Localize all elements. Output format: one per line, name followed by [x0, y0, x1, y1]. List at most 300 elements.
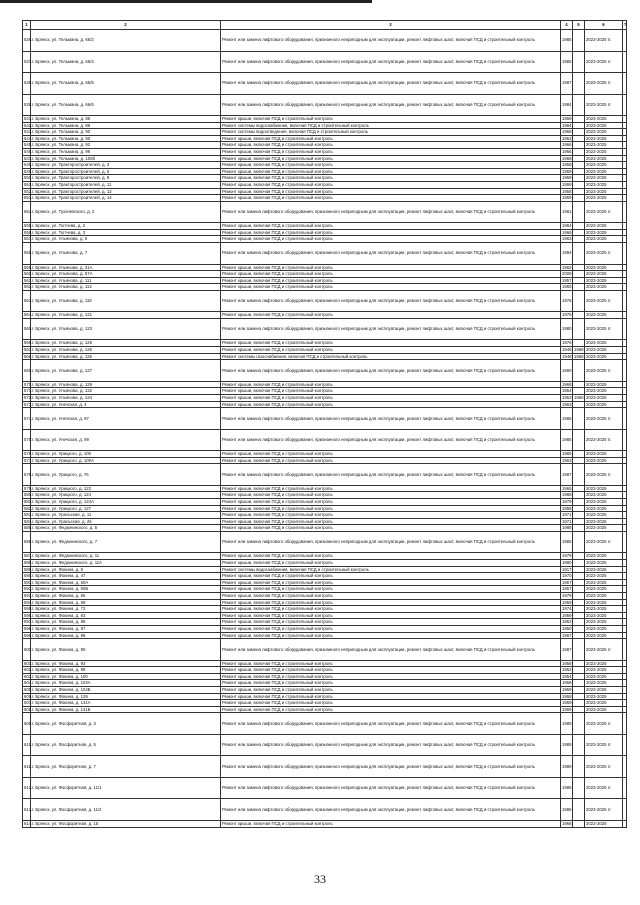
row-number-cell: 553. [24, 195, 33, 201]
year-renovated-cell [573, 693, 585, 700]
work-type-cell: Ремонт крыши, включая ПСД и строительный контроль [221, 632, 561, 639]
address-cell: г. Брянск, ул. Фокина, д. 66 [31, 593, 221, 600]
year-renovated-cell [573, 451, 585, 458]
address-cell: г. Брянск, ул. Тельмана, д. 66/5 [31, 73, 221, 95]
address-cell: г. Брянск, ул. Тракторостроителей, д. 6 [31, 168, 221, 175]
year-renovated-cell [573, 30, 585, 52]
row-number-cell: 565. [23, 318, 31, 340]
year-renovated-cell [573, 388, 585, 395]
address-cell: г. Брянск, ул. Ульянова, д. 132 [31, 388, 221, 395]
work-type-cell: Ремонт или замена лифтового оборудования, признанного непригодным для эксплуатации, ремонт лифтовых шахт, включая ПСД и строительный контроль [221, 639, 561, 661]
period-cell: 2023-2025 [585, 347, 623, 354]
row-number-cell: 561. [24, 277, 33, 283]
year-built-cell: 1958 [562, 660, 572, 666]
work-type-cell: Ремонт крыши, включая ПСД и строительный контроль [221, 606, 561, 613]
year-built-cell: 1986 [561, 799, 573, 821]
empty-cell [623, 756, 627, 778]
year-built-cell: 1958 [562, 505, 572, 511]
empty-cell [623, 148, 627, 155]
row-number-cell: 559. [24, 264, 33, 270]
table-row [23, 667, 627, 674]
row-number-cell: 576. [24, 451, 33, 457]
table-row [23, 553, 627, 560]
year-built-cell: 1970 [562, 573, 572, 579]
year-renovated-cell [573, 73, 585, 95]
empty-cell [623, 586, 627, 593]
table-row [23, 429, 627, 451]
work-type-cell: Ремонт крыши, включая ПСД и строительный контроль [221, 660, 561, 667]
year-built-cell: 1987 [561, 73, 573, 95]
year-renovated-cell [573, 116, 585, 123]
row-number-cell: 570. [24, 381, 33, 387]
empty-cell [623, 632, 627, 639]
work-type-cell: Ремонт крыши, включая ПСД и строительный контроль [221, 394, 561, 401]
table-row [23, 201, 627, 223]
row-number-cell: 536. [23, 30, 31, 52]
header-row [23, 21, 627, 30]
address-cell: г. Брянск, ул. Урицкого, д. 127 [31, 505, 221, 512]
address-cell: г. Брянск, ул. Фокина, д. 100 [31, 673, 221, 680]
period-cell: 2023-2025 гг. [585, 73, 623, 95]
header-cell: 3 [221, 21, 561, 30]
table-row [23, 660, 627, 667]
work-type-cell: Ремонт крыши, включая ПСД и строительный контроль [221, 284, 561, 291]
address-cell: г. Брянск, ул. Фосфоритная, д. 5 [31, 734, 221, 756]
empty-cell [623, 512, 627, 519]
table-row [23, 560, 627, 567]
work-type-cell: Ремонт крыши, включая ПСД и строительный контроль [221, 116, 561, 123]
table-row [23, 525, 627, 532]
table-row [23, 347, 627, 354]
empty-cell [623, 175, 627, 182]
empty-cell [623, 394, 627, 401]
address-cell: г. Брянск, ул. Унечская, д. 97 [31, 408, 221, 430]
empty-cell [623, 505, 627, 512]
table-row [23, 30, 627, 52]
year-built-cell: 1948 [562, 347, 572, 353]
year-renovated-cell [573, 579, 585, 586]
work-type-cell: Ремонт или замена лифтового оборудования, признанного непригодным для эксплуатации, ремонт лифтовых шахт, включая ПСД и строительный контроль [221, 429, 561, 451]
year-renovated-cell [573, 518, 585, 525]
year-built-cell: 1985 [561, 30, 573, 52]
address-cell: г. Брянск, ул. Ульянова, д. 111 [31, 277, 221, 284]
address-cell: г. Брянск, ул. Урицкого, д. 100А [31, 457, 221, 464]
table-row [23, 626, 627, 633]
year-built-cell: 1958 [562, 693, 572, 699]
period-cell: 2023-2025 гг. [585, 713, 623, 735]
empty-cell [623, 693, 627, 700]
year-built-cell: 1976 [562, 312, 572, 318]
period-cell: 2023-2025 [585, 573, 623, 580]
work-type-cell: Ремонт крыши, включая ПСД и строительный контроль [221, 626, 561, 633]
empty-cell [623, 340, 627, 347]
address-cell: г. Брянск, ул. Фокина, д. 141Б [31, 706, 221, 713]
year-renovated-cell [573, 195, 585, 202]
row-number-cell: 541. [24, 116, 33, 121]
year-renovated-cell [573, 505, 585, 512]
work-type-cell: Ремонт или замена лифтового оборудования, признанного непригодным для эксплуатации, ремонт лифтовых шахт, включая ПСД и строительный контроль [221, 360, 561, 382]
address-cell: г. Брянск, ул. Фосфоритная, д. 11/2 [31, 799, 221, 821]
address-cell: г. Брянск, ул. Уральская, д. 11 [31, 512, 221, 519]
table-row [23, 566, 627, 573]
work-type-cell: Ремонт или замена лифтового оборудования, признанного непригодным для эксплуатации, ремонт лифтовых шахт, включая ПСД и строительный контроль [221, 734, 561, 756]
year-renovated-cell [573, 713, 585, 735]
address-cell: г. Брянск, ул. Урицкого, д. 122 [31, 485, 221, 492]
table-row [23, 401, 627, 408]
period-cell: 2023-2025 [585, 129, 623, 136]
table-row [23, 632, 627, 639]
empty-cell [623, 264, 627, 271]
table-row [23, 457, 627, 464]
empty-cell [623, 277, 627, 284]
address-cell: г. Брянск, ул. Ульянова, д. 113 [31, 284, 221, 291]
empty-cell [623, 599, 627, 606]
empty-cell [623, 122, 627, 129]
year-built-cell: 1962 [562, 619, 572, 625]
period-cell: 2023-2025 гг. [585, 408, 623, 430]
empty-cell [623, 518, 627, 525]
work-type-cell: Ремонт крыши, включая ПСД и строительный контроль [221, 451, 561, 458]
period-cell: 2023-2025 [585, 229, 623, 236]
table-row [23, 175, 627, 182]
empty-cell [623, 223, 627, 230]
table-row [23, 777, 627, 799]
period-cell: 2023-2025 [585, 667, 623, 674]
row-number-cell: 550. [24, 175, 33, 181]
row-number-cell: 584. [24, 518, 33, 524]
work-type-cell: Ремонт или замена лифтового оборудования, признанного непригодным для эксплуатации, ремонт лифтовых шахт, включая ПСД и строительный контроль [221, 94, 561, 116]
table-row [23, 505, 627, 512]
row-number-cell: 562. [24, 284, 33, 290]
row-number-cell: 572. [24, 394, 33, 400]
address-cell: г. Брянск, ул. Фокина, д. 129 [31, 693, 221, 700]
table-row [23, 492, 627, 499]
period-cell: 2023-2025 [585, 492, 623, 499]
year-renovated-cell [573, 485, 585, 492]
work-type-cell: Ремонт или замена лифтового оборудования, признанного непригодным для эксплуатации, ремонт лифтовых шахт, включая ПСД и строительный контроль [221, 73, 561, 95]
address-cell: г. Брянск, ул. Унечская, д. 99 [31, 429, 221, 451]
period-cell: 2023-2025 [585, 553, 623, 560]
year-renovated-cell [573, 142, 585, 149]
work-type-cell: Ремонт или замена лифтового оборудования, признанного непригодным для эксплуатации, ремонт лифтовых шахт, включая ПСД и строительный контроль [221, 290, 561, 312]
work-type-cell: Ремонт крыши, включая ПСД и строительный контроль [221, 619, 561, 626]
work-type-cell: Ремонт крыши, включая ПСД и строительный контроль [221, 347, 561, 354]
address-cell: г. Брянск, ул. Ульянова, д. 119 [31, 290, 221, 312]
period-cell: 2023-2025 [585, 353, 623, 360]
row-number-cell: 538. [23, 73, 31, 95]
work-type-cell: Ремонт крыши, включая ПСД и строительный контроль [221, 175, 561, 182]
year-renovated-cell [573, 820, 585, 827]
table-row [23, 284, 627, 291]
period-cell: 2023-2025 [585, 612, 623, 619]
table-row [23, 223, 627, 230]
work-type-cell: Ремонт крыши, включая ПСД и строительный контроль [221, 168, 561, 175]
year-built-cell: 2008 [562, 271, 572, 277]
address-cell: г. Брянск, ул. Фокина, д. 89 [31, 632, 221, 639]
empty-cell [623, 499, 627, 506]
period-cell: 2023-2025 [585, 706, 623, 713]
header-cell: 6 [585, 21, 623, 30]
year-built-cell: 1959 [562, 687, 572, 693]
address-cell: г. Брянск, ул. Ульянова, д. 7 [31, 243, 221, 265]
address-cell: г. Брянск, ул. Ульянова, д. 31А [31, 264, 221, 271]
row-number-cell: 567. [24, 347, 33, 353]
period-cell: 2023-2025 [585, 693, 623, 700]
address-cell: г. Брянск, ул. Тельмана, д. 90 [31, 129, 221, 136]
period-cell: 2023-2025 гг. [585, 777, 623, 799]
period-cell: 2023-2025 [585, 175, 623, 182]
address-cell: г. Брянск, ул. Тракторостроителей, д. 8 [31, 175, 221, 182]
row-number-cell: 569. [23, 360, 31, 382]
work-type-cell: Ремонт системы водоснабжения, включая ПСД и строительный контроль [221, 122, 561, 129]
work-type-cell: Ремонт крыши, включая ПСД и строительный контроль [221, 706, 561, 713]
address-cell: г. Брянск, ул. Ульянова, д. 5 [31, 236, 221, 243]
address-cell: г. Брянск, ул. Ульянова, д. 127 [31, 360, 221, 382]
year-built-cell: 1958 [562, 175, 572, 181]
address-cell: г. Брянск, ул. Тельмана, д. 66/6 [31, 94, 221, 116]
address-cell: г. Брянск, ул. Урицкого, д. 76 [31, 464, 221, 486]
year-built-cell: 1969 [562, 116, 572, 121]
row-number-cell: 581. [24, 499, 33, 504]
year-built-cell: 1959 [562, 195, 572, 201]
year-renovated-cell [573, 264, 585, 271]
empty-cell [623, 531, 627, 553]
address-cell: г. Брянск, ул. Фокина, д. 60А [31, 579, 221, 586]
year-built-cell: 1981 [561, 201, 573, 223]
period-cell: 2023-2025 [585, 394, 623, 401]
empty-cell [623, 360, 627, 382]
table-row [23, 236, 627, 243]
address-cell: г. Брянск, ул. Фокина, д. 72 [31, 606, 221, 613]
period-cell: 2023-2025 [585, 340, 623, 347]
header-cell: 7 [623, 21, 627, 30]
year-renovated-cell [573, 632, 585, 639]
row-number-cell: 609. [23, 713, 31, 735]
table-row [23, 673, 627, 680]
work-type-cell: Ремонт или замена лифтового оборудования, признанного непригодным для эксплуатации, ремонт лифтовых шахт, включая ПСД и строительный контроль [221, 201, 561, 223]
year-renovated-cell [573, 756, 585, 778]
year-renovated-cell [573, 626, 585, 633]
work-type-cell: Ремонт крыши, включая ПСД и строительный контроль [221, 148, 561, 155]
year-built-cell: 1986 [561, 777, 573, 799]
table-row [23, 116, 627, 123]
work-type-cell: Ремонт крыши, включая ПСД и строительный контроль [221, 401, 561, 408]
work-type-cell: Ремонт крыши, включая ПСД и строительный контроль [221, 586, 561, 593]
address-cell: г. Брянск, ул. Фосфоритная, д. 3 [31, 713, 221, 735]
table-row [23, 360, 627, 382]
year-renovated-cell [573, 229, 585, 236]
year-built-cell: 1987 [561, 639, 573, 661]
row-number-cell: 552. [24, 188, 33, 194]
year-built-cell: 1988 [562, 525, 572, 531]
year-renovated-cell [573, 243, 585, 265]
year-built-cell: 1994 [561, 243, 573, 265]
work-type-cell: Ремонт крыши, включая ПСД и строительный контроль [221, 388, 561, 395]
work-type-cell: Ремонт крыши, включая ПСД и строительный контроль [221, 512, 561, 519]
year-renovated-cell [573, 408, 585, 430]
empty-cell [623, 706, 627, 713]
period-cell: 2023-2025 гг. [585, 734, 623, 756]
year-built-cell: 1979 [562, 499, 572, 504]
year-renovated-cell [573, 271, 585, 278]
work-type-cell: Ремонт крыши, включая ПСД и строительный контроль [221, 155, 561, 162]
table-row [23, 122, 627, 129]
empty-cell [623, 229, 627, 236]
work-type-cell: Ремонт или замена лифтового оборудования, признанного непригодным для эксплуатации, ремонт лифтовых шахт, включая ПСД и строительный контроль [221, 777, 561, 799]
year-renovated-cell [573, 619, 585, 626]
table-row [23, 687, 627, 694]
empty-cell [623, 195, 627, 202]
row-number-cell: 579. [24, 485, 33, 491]
year-renovated-cell [573, 129, 585, 136]
table-row [23, 593, 627, 600]
empty-cell [623, 820, 627, 827]
period-cell: 2023-2025 гг. [585, 799, 623, 821]
work-type-cell: Ремонт или замена лифтового оборудования, признанного непригодным для эксплуатации, ремонт лифтовых шахт, включая ПСД и строительный контроль [221, 713, 561, 735]
empty-cell [623, 799, 627, 821]
empty-cell [623, 700, 627, 707]
table-row [23, 229, 627, 236]
period-cell: 2023-2025 [585, 606, 623, 613]
row-number-cell: 595. [24, 606, 33, 612]
address-cell: г. Брянск, ул. Фокина, д. 90 [31, 639, 221, 661]
table-row [23, 388, 627, 395]
year-built-cell: 1985 [561, 429, 573, 451]
table-row [23, 353, 627, 360]
period-cell: 2023-2025 [585, 673, 623, 680]
year-built-cell: 1968 [562, 492, 572, 498]
address-cell: г. Брянск, ул. Ульянова, д. 129 [31, 381, 221, 388]
empty-cell [623, 243, 627, 265]
work-type-cell: Ремонт крыши, включая ПСД и строительный контроль [221, 667, 561, 674]
empty-cell [623, 660, 627, 667]
row-number-cell: 574. [23, 408, 31, 430]
row-number-cell: 604. [24, 680, 33, 686]
table-row [23, 181, 627, 188]
year-renovated-cell [573, 122, 585, 129]
empty-cell [623, 94, 627, 116]
year-renovated-cell [573, 168, 585, 175]
year-renovated-cell [573, 277, 585, 284]
period-cell: 2023-2025 [585, 505, 623, 512]
empty-cell [623, 353, 627, 360]
top-rule [0, 0, 372, 3]
period-cell: 2023-2025 [585, 116, 623, 123]
period-cell: 2023-2025 [585, 284, 623, 291]
empty-cell [623, 606, 627, 613]
period-cell: 2023-2025 [585, 632, 623, 639]
period-cell: 2023-2025 [585, 135, 623, 142]
row-number-cell: 560. [24, 271, 33, 277]
row-number-cell: 596. [24, 612, 33, 618]
year-built-cell: 1963 [562, 457, 572, 463]
empty-cell [623, 713, 627, 735]
empty-cell [623, 155, 627, 162]
works-table [22, 20, 627, 828]
row-number-cell: 558. [23, 243, 31, 265]
period-cell: 2023-2025 [585, 525, 623, 532]
year-renovated-cell [573, 162, 585, 169]
year-built-cell: 1976 [561, 290, 573, 312]
address-cell: г. Брянск, ул. Фокина, д. 69 [31, 599, 221, 606]
year-renovated-cell [573, 586, 585, 593]
year-built-cell: 1955 [562, 284, 572, 290]
year-built-cell: 1954 [562, 388, 572, 394]
period-cell: 2023-2025 гг. [585, 639, 623, 661]
period-cell: 2023-2025 гг. [585, 290, 623, 312]
empty-cell [623, 129, 627, 136]
period-cell: 2023-2025 гг. [585, 94, 623, 116]
table-row [23, 51, 627, 73]
work-type-cell: Ремонт крыши, включая ПСД и строительный контроль [221, 236, 561, 243]
address-cell: г. Брянск, ул. Тракторостроителей, д. 3 [31, 162, 221, 169]
empty-cell [623, 284, 627, 291]
work-type-cell: Ремонт крыши, включая ПСД и строительный контроль [221, 264, 561, 271]
work-type-cell: Ремонт крыши, включая ПСД и строительный контроль [221, 271, 561, 278]
year-built-cell: 1948 [562, 353, 572, 359]
address-cell: г. Брянск, ул. Фокина, д. 85 [31, 619, 221, 626]
year-renovated-cell: 1968 [574, 353, 584, 359]
period-cell: 2023-2025 [585, 181, 623, 188]
empty-cell [623, 236, 627, 243]
period-cell: 2023-2025 [585, 680, 623, 687]
work-type-cell: Ремонт крыши, включая ПСД и строительный контроль [221, 560, 561, 567]
year-renovated-cell [573, 525, 585, 532]
empty-cell [623, 401, 627, 408]
year-built-cell: 1968 [562, 229, 572, 235]
year-renovated-cell [573, 706, 585, 713]
period-cell: 2023-2025 гг. [585, 531, 623, 553]
year-renovated-cell [573, 687, 585, 694]
year-built-cell: 1974 [562, 606, 572, 612]
year-built-cell: 1964 [562, 122, 572, 128]
row-number-cell: 583. [24, 512, 33, 518]
year-built-cell: 1959 [562, 181, 572, 187]
address-cell: г. Брянск, ул. Урицкого, д. 124 [31, 492, 221, 499]
table-row [23, 518, 627, 525]
work-type-cell: Ремонт или замена лифтового оборудования, признанного непригодным для эксплуатации, ремонт лифтовых шахт, включая ПСД и строительный контроль [221, 243, 561, 265]
address-cell: г. Брянск, ул. Уральская, д. 26 [31, 518, 221, 525]
period-cell: 2023-2025 [585, 162, 623, 169]
work-type-cell: Ремонт крыши, включая ПСД и строительный контроль [221, 223, 561, 230]
table-row [23, 135, 627, 142]
year-built-cell: 1957 [562, 586, 572, 592]
table-row [23, 73, 627, 95]
work-type-cell: Ремонт или замена лифтового оборудования, признанного непригодным для эксплуатации, ремонт лифтовых шахт, включая ПСД и строительный контроль [221, 799, 561, 821]
period-cell: 2023-2025 [585, 451, 623, 458]
period-cell: 2023-2025 [585, 401, 623, 408]
year-renovated-cell [573, 223, 585, 230]
empty-cell [623, 318, 627, 340]
address-cell: г. Брянск, ул. Тельмана, д. 86 [31, 116, 221, 123]
row-number-cell: 607. [24, 700, 33, 706]
row-number-cell: 606. [24, 693, 33, 699]
year-built-cell: 1980 [562, 560, 572, 566]
row-number-cell: 546. [24, 148, 33, 154]
table-row [23, 243, 627, 265]
table-row [23, 579, 627, 586]
year-renovated-cell [573, 593, 585, 600]
table-row [23, 94, 627, 116]
year-renovated-cell [573, 499, 585, 506]
row-number-cell: 555. [24, 223, 33, 229]
row-number-cell: 571. [24, 388, 33, 394]
year-renovated-cell: 1960 [574, 394, 584, 400]
year-renovated-cell [573, 318, 585, 340]
row-number-cell: 590. [24, 573, 33, 579]
year-renovated-cell [573, 340, 585, 347]
address-cell: г. Брянск, ул. Тютчева, д. 2 [31, 223, 221, 230]
